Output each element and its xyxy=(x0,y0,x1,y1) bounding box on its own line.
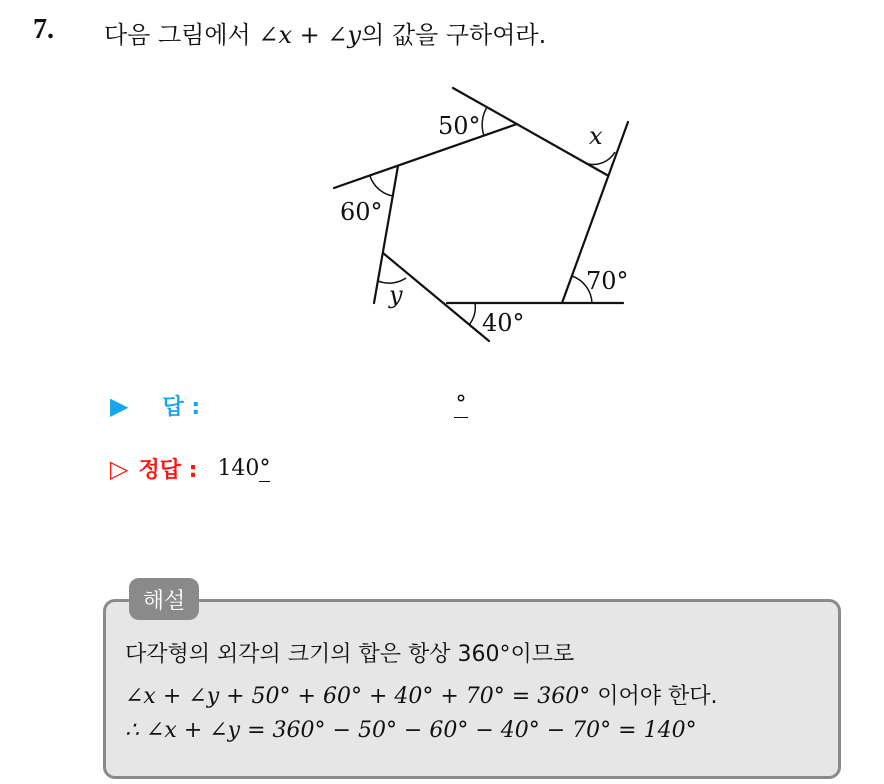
correct-answer-label: 정답 : xyxy=(138,458,198,483)
angle-label-50: 50° xyxy=(438,112,481,140)
angle-arc-x xyxy=(585,152,615,164)
angle-arc-40 xyxy=(469,303,475,325)
answer-unit: ° xyxy=(455,392,467,417)
correct-answer-value xyxy=(217,456,270,481)
explanation-line-1-text: 다각형의 외각의 크기의 합은 항상 360°이므로 xyxy=(125,642,575,667)
answer-label: 답 : xyxy=(162,395,201,420)
correct-outline-play-icon: ▷ xyxy=(110,454,129,483)
question-number: 7. xyxy=(33,14,54,45)
pentagon-figure xyxy=(330,84,640,349)
angle-arc-60 xyxy=(370,176,393,196)
angle-label-60: 60° xyxy=(340,198,383,226)
correct-answer-unit: ° xyxy=(259,456,271,481)
answer-play-icon: ▶ xyxy=(110,391,129,420)
angle-label-x: x xyxy=(589,122,603,150)
question-math: ∠x + ∠y xyxy=(258,21,362,49)
correct-answer-row xyxy=(110,453,270,484)
explanation-line-1 xyxy=(125,637,574,668)
question-text-suffix: 의 값을 구하여라. xyxy=(361,21,547,49)
explanation-line-3-math: ∴ ∠x + ∠y = 360° − 50° − 60° − 40° − 70° = 140° xyxy=(125,718,697,743)
question-text xyxy=(104,15,546,50)
explanation-line-2 xyxy=(125,679,717,710)
question-text-prefix: 다음 그림에서 xyxy=(104,21,259,49)
explanation-tab: 해설 xyxy=(129,578,199,620)
pentagon-top-edge xyxy=(334,124,517,188)
angle-label-y: y xyxy=(389,281,403,309)
explanation-line-2-text: 이어야 한다. xyxy=(590,684,718,709)
answer-row xyxy=(110,390,200,421)
angle-arc-50 xyxy=(482,107,487,136)
correct-answer-number: 140 xyxy=(217,456,260,481)
angle-label-40: 40° xyxy=(482,309,525,337)
explanation-line-2-math: ∠x + ∠y + 50° + 60° + 40° + 70° = 360° xyxy=(125,684,591,709)
answer-blank[interactable] xyxy=(454,392,468,418)
explanation-line-3 xyxy=(125,718,697,743)
angle-label-70: 70° xyxy=(586,267,629,295)
